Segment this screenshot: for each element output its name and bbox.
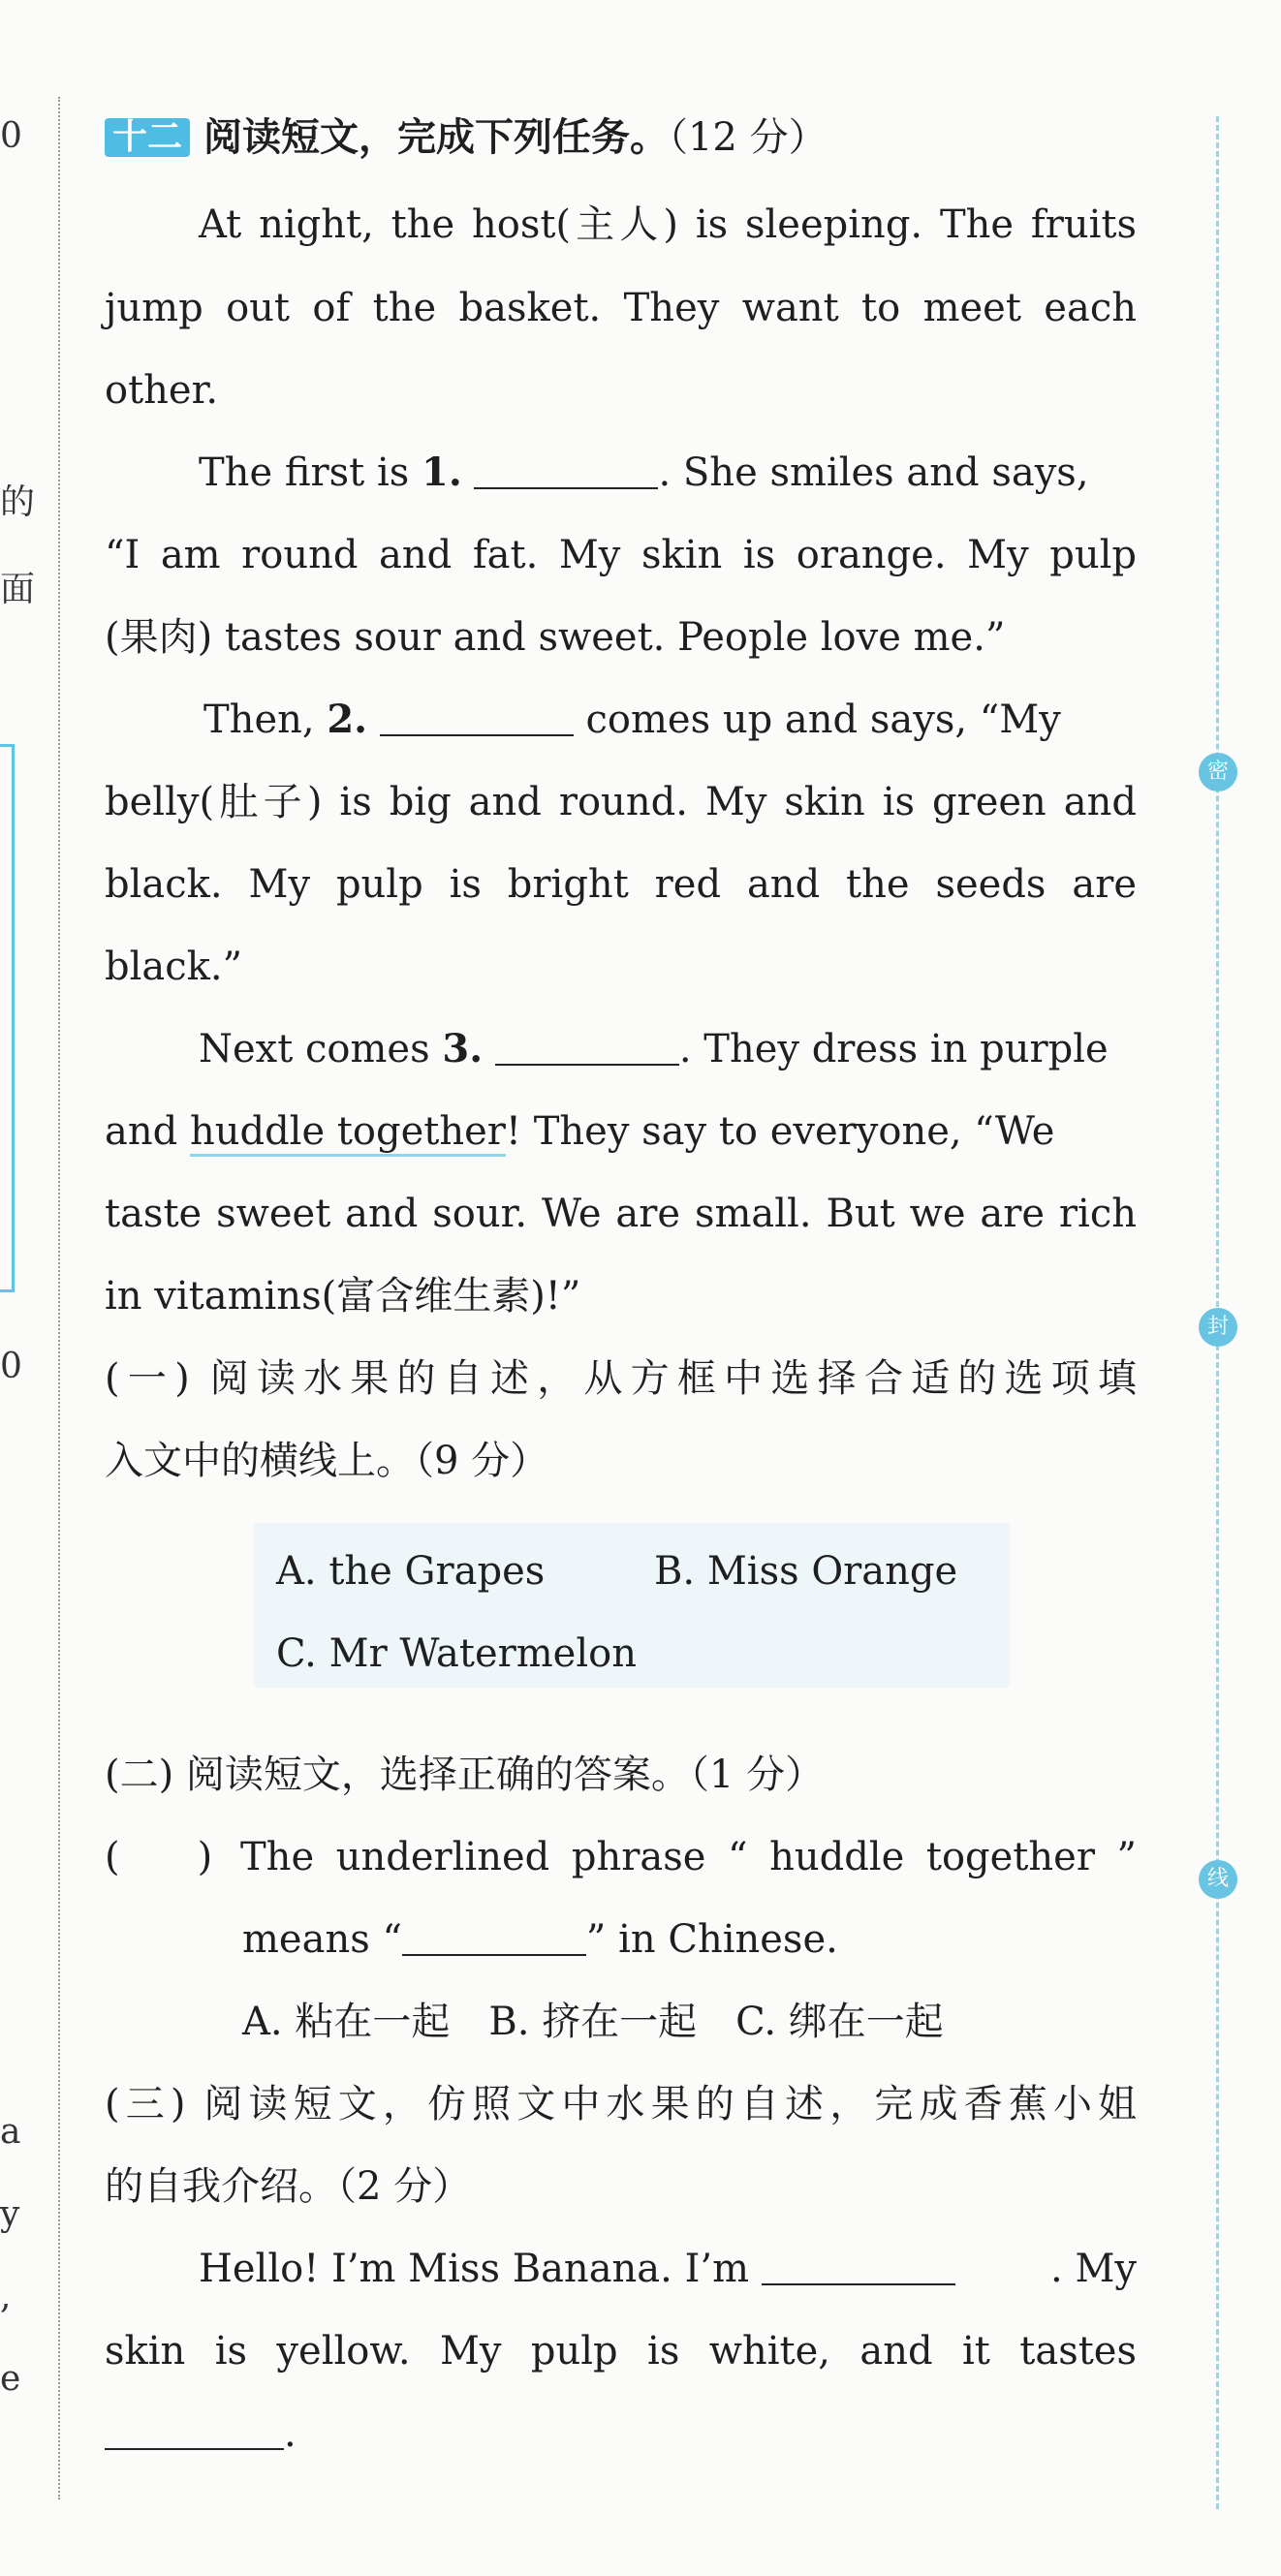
part1-instruction: 入文中的横线上。（9 分） [105, 1439, 549, 1483]
passage-line: (果肉) tastes sour and sweet. People love me.” [105, 615, 1006, 660]
passage-line: black. My pulp is bright red and the seeds are [105, 862, 1137, 907]
blank-banana-taste[interactable] [105, 2417, 284, 2450]
blank-3[interactable] [495, 1033, 679, 1066]
seal-feng: 封 [1199, 1308, 1237, 1347]
passage-line: black.” [105, 945, 243, 989]
part3-instruction: (三) 阅读短文，仿照文中水果的自述，完成香蕉小姐 [105, 2082, 1137, 2126]
question-number-badge: 十二 [105, 118, 190, 157]
blank-number-3: 3. [442, 1026, 484, 1071]
passage-line: At night, the host(主人) is sleeping. The fruits [199, 202, 1137, 247]
passage-line: Next comes 3. . They dress in purple [199, 1026, 1109, 1071]
part3-sentence: . [105, 2414, 297, 2453]
passage-line: The first is 1. . She smiles and says, [199, 450, 1089, 495]
part3-instruction: 的自我介绍。（2 分） [105, 2164, 472, 2209]
passage-line: other. [105, 368, 219, 413]
blank-banana-shape[interactable] [762, 2252, 955, 2285]
passage-line: in vitamins(富含维生素)!” [105, 1274, 581, 1319]
blank-chinese-meaning[interactable] [402, 1923, 586, 1956]
option-b: B. Miss Orange [654, 1549, 958, 1594]
edge-fragment: 面 [0, 570, 36, 609]
edge-fragment: , [0, 2277, 12, 2316]
section-heading [105, 115, 828, 160]
blank-number-2: 2. [327, 697, 368, 742]
edge-fragment: 0 [0, 1347, 22, 1386]
passage-line: Then, 2. comes up and says, “My [203, 697, 1061, 742]
answer-paren[interactable]: ( ) [105, 1835, 213, 1879]
section-title: 阅读短文，完成下列任务。 [203, 115, 669, 160]
edge-fragment: 0 [0, 116, 22, 156]
part1-instruction: (一) 阅读水果的自述，从方框中选择合适的选项填 [105, 1356, 1137, 1401]
underlined-phrase: huddle together [190, 1109, 506, 1157]
passage-line: taste sweet and sour. We are small. But we are rich [105, 1192, 1137, 1236]
blank-1[interactable] [474, 456, 658, 489]
part2-choices: A. 粘在一起 B. 挤在一起 C. 绑在一起 [242, 2000, 944, 2044]
section-score: （12 分） [668, 115, 828, 160]
edge-box-fragment [0, 744, 15, 1292]
seal-xian: 线 [1199, 1860, 1237, 1899]
edge-fragment: e [0, 2359, 21, 2399]
passage-line: “I am round and fat. My skin is orange. My pulp [105, 533, 1137, 577]
option-c: C. Mr Watermelon [276, 1631, 637, 1676]
edge-fragment: y [0, 2194, 20, 2234]
part3-sentence: skin is yellow. My pulp is white, and it tastes [105, 2329, 1137, 2374]
passage-line: jump out of the basket. They want to meet each [105, 286, 1137, 330]
blank-2[interactable] [380, 703, 574, 736]
passage-line: belly(肚子) is big and round. My skin is green and [105, 780, 1137, 824]
part2-question: ( ) The underlined phrase “ huddle together ” [105, 1835, 1137, 1879]
part3-sentence: Hello! I’m Miss Banana. I’m . My [199, 2247, 1137, 2291]
blank-number-1: 1. [421, 450, 462, 495]
part2-question-line2: means “ ” in Chinese. [242, 1917, 838, 1962]
passage-line: and huddle together! They say to everyone, “We [105, 1112, 1054, 1151]
option-a: A. the Grapes [276, 1549, 546, 1594]
binding-line-left [58, 97, 60, 2499]
part2-instruction: (二) 阅读短文，选择正确的答案。（1 分） [105, 1753, 825, 1797]
seal-mi: 密 [1199, 753, 1237, 791]
edge-fragment: a [0, 2112, 21, 2152]
edge-fragment: 的 [0, 482, 36, 522]
